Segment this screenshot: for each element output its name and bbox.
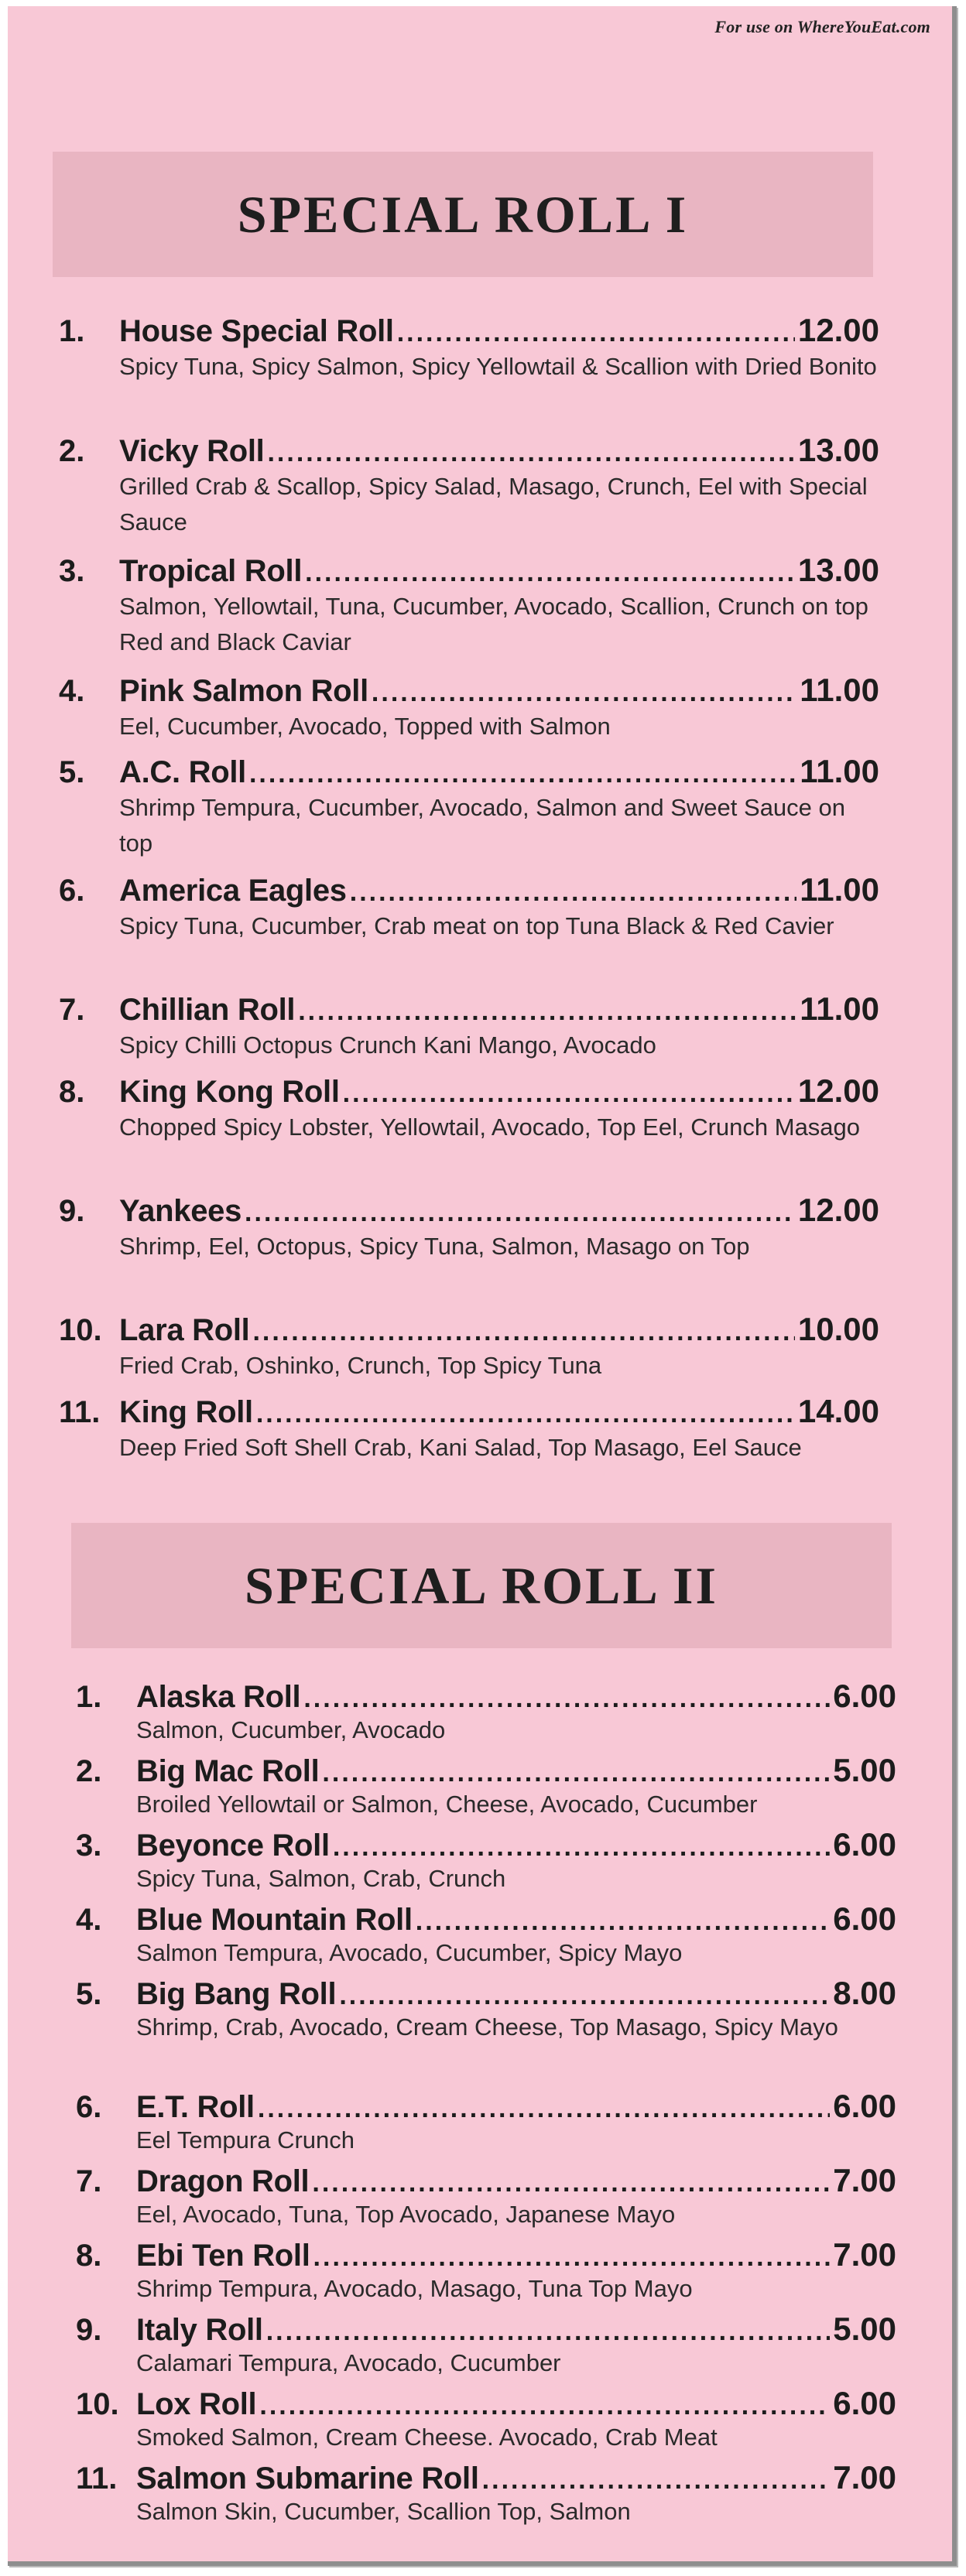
item-name: Tropical Roll	[119, 554, 303, 588]
menu-item	[59, 1311, 879, 1384]
item-price: 13.00	[797, 432, 879, 468]
item-name: Dragon Roll	[136, 2164, 310, 2198]
menu-item-row	[76, 2385, 896, 2422]
item-name: King Kong Roll	[119, 1075, 340, 1109]
menu-item-row	[76, 2311, 896, 2348]
item-price: 10.00	[797, 1311, 879, 1347]
menu-item-row	[59, 312, 879, 349]
dot-leader	[298, 997, 796, 1027]
item-price: 7.00	[833, 2162, 896, 2198]
dot-leader	[416, 1907, 830, 1937]
item-description: Spicy Tuna, Salmon, Crab, Crunch	[136, 1865, 506, 1892]
item-name: E.T. Roll	[136, 2090, 255, 2124]
dot-leader	[266, 2317, 831, 2347]
menu-item-row	[76, 1975, 896, 2012]
dot-leader	[482, 2465, 831, 2496]
item-name: Italy Roll	[136, 2313, 263, 2347]
dot-leader	[313, 2242, 831, 2273]
menu-item-row	[59, 990, 879, 1028]
item-description: Spicy Chilli Octopus Crunch Kani Mango, Avocado	[119, 1031, 656, 1059]
menu-item	[76, 2459, 896, 2527]
menu-item	[76, 2088, 896, 2156]
item-number: 7.	[76, 2164, 102, 2198]
menu-item	[76, 1752, 896, 1820]
menu-item-row	[59, 432, 879, 469]
item-price: 12.00	[797, 312, 879, 348]
item-description: Salmon, Cucumber, Avocado	[136, 1716, 446, 1743]
menu-item	[59, 753, 879, 861]
section-title: SPECIAL ROLL II	[245, 1555, 718, 1615]
watermark: For use on WhereYouEat.com	[714, 17, 930, 36]
item-price: 6.00	[833, 1826, 896, 1863]
dot-leader	[322, 1758, 830, 1788]
dot-leader	[256, 1399, 795, 1429]
item-name: Lara Roll	[119, 1313, 250, 1347]
dot-leader	[343, 1079, 795, 1109]
item-name: Blue Mountain Roll	[136, 1903, 413, 1937]
item-price: 11.00	[800, 672, 879, 708]
item-price: 12.00	[797, 1072, 879, 1109]
dot-leader	[339, 1981, 830, 2011]
dot-leader	[350, 877, 796, 908]
menu-page	[8, 6, 957, 2566]
item-name: Big Bang Roll	[136, 1977, 337, 2011]
item-description: Smoked Salmon, Cream Cheese. Avocado, Crab Meat	[136, 2424, 718, 2451]
item-number: 11.	[76, 2461, 118, 2496]
item-name: Alaska Roll	[136, 1680, 301, 1714]
item-description: Eel, Cucumber, Avocado, Topped with Salmon	[119, 713, 611, 740]
menu-item	[59, 990, 879, 1063]
item-number: 2.	[76, 1754, 102, 1788]
menu-item-row	[76, 1826, 896, 1863]
item-number: 1.	[76, 1680, 102, 1714]
dot-leader	[267, 438, 794, 468]
dot-leader	[249, 759, 796, 789]
item-number: 7.	[59, 993, 85, 1027]
menu-item-row	[59, 1192, 879, 1229]
menu-item	[59, 1393, 879, 1466]
dot-leader	[303, 1684, 830, 1714]
menu-item-row	[59, 552, 879, 589]
item-number: 2.	[59, 434, 85, 468]
menu-item-row	[76, 2162, 896, 2199]
dot-leader	[245, 1198, 795, 1228]
dot-leader	[372, 678, 796, 708]
item-description: Salmon Tempura, Avocado, Cucumber, Spicy Mayo	[136, 1939, 683, 1966]
item-description: Shrimp, Eel, Octopus, Spicy Tuna, Salmon, Masago on Top	[119, 1233, 750, 1260]
item-number: 1.	[59, 314, 85, 348]
item-number: 5.	[76, 1977, 102, 2011]
item-name: A.C. Roll	[119, 755, 246, 789]
menu-item-row	[76, 1900, 896, 1938]
menu-item	[59, 871, 879, 944]
item-name: Vicky Roll	[119, 434, 265, 468]
menu-item	[59, 312, 879, 385]
item-price: 12.00	[797, 1192, 879, 1228]
item-price: 11.00	[800, 871, 879, 908]
menu-item-row	[59, 1072, 879, 1110]
item-number: 6.	[76, 2090, 102, 2124]
dot-leader	[333, 1832, 830, 1863]
item-number: 4.	[59, 674, 85, 708]
item-price: 11.00	[800, 990, 879, 1027]
menu-item-row	[76, 2236, 896, 2273]
menu-item	[76, 2162, 896, 2230]
item-price: 6.00	[833, 2385, 896, 2421]
item-number: 6.	[59, 874, 85, 908]
item-description: Salmon Skin, Cucumber, Scallion Top, Salmon	[136, 2498, 631, 2525]
item-number: 9.	[59, 1194, 85, 1228]
item-name: Salmon Submarine Roll	[136, 2461, 479, 2496]
menu-item	[59, 1192, 879, 1264]
item-price: 7.00	[833, 2236, 896, 2273]
section-title: SPECIAL ROLL I	[237, 184, 689, 244]
item-number: 3.	[59, 554, 85, 588]
item-name: Lox Roll	[136, 2387, 257, 2421]
menu-item	[76, 2311, 896, 2379]
item-description: Chopped Spicy Lobster, Yellowtail, Avocado, Top Eel, Crunch Masago	[119, 1114, 861, 1141]
dot-leader	[259, 2391, 830, 2421]
item-number: 10.	[59, 1313, 102, 1347]
menu-item	[59, 432, 879, 540]
item-number: 9.	[76, 2313, 102, 2347]
item-name: Big Mac Roll	[136, 1754, 320, 1788]
item-description: Eel, Avocado, Tuna, Top Avocado, Japanese Mayo	[136, 2201, 676, 2228]
item-price: 8.00	[833, 1975, 896, 2011]
item-price: 6.00	[833, 2088, 896, 2124]
dot-leader	[312, 2168, 830, 2198]
menu-item	[76, 1678, 896, 1746]
item-price: 6.00	[833, 1678, 896, 1714]
item-description: Spicy Tuna, Cucumber, Crab meat on top Tuna Black & Red Cavier	[119, 912, 834, 939]
item-description: Shrimp Tempura, Cucumber, Avocado, Salmon and Sweet Sauce on top	[119, 794, 846, 857]
item-name: Chillian Roll	[119, 993, 296, 1027]
item-description: Grilled Crab & Scallop, Spicy Salad, Masago, Crunch, Eel with Special Sauce	[119, 473, 868, 535]
menu-item	[76, 2385, 896, 2453]
item-price: 13.00	[797, 552, 879, 588]
item-price: 7.00	[833, 2459, 896, 2496]
item-number: 8.	[76, 2239, 102, 2273]
menu-item	[76, 1900, 896, 1969]
item-name: Beyonce Roll	[136, 1829, 330, 1863]
section-header-special-roll-2	[71, 1523, 892, 1648]
menu-item-row	[76, 1678, 896, 1715]
menu-item-row	[59, 871, 879, 908]
item-name: King Roll	[119, 1395, 253, 1429]
item-description: Eel Tempura Crunch	[136, 2126, 355, 2154]
item-price: 6.00	[833, 1900, 896, 1937]
item-name: Pink Salmon Roll	[119, 674, 368, 708]
menu-item-row	[59, 1311, 879, 1348]
item-description: Calamari Tempura, Avocado, Cucumber	[136, 2349, 561, 2376]
item-name: America Eagles	[119, 874, 347, 908]
item-number: 4.	[76, 1903, 102, 1937]
item-description: Broiled Yellowtail or Salmon, Cheese, Avocado, Cucumber	[136, 1791, 758, 1818]
menu-item	[59, 1072, 879, 1145]
item-price: 5.00	[833, 1752, 896, 1788]
item-name: Ebi Ten Roll	[136, 2239, 310, 2273]
item-price: 14.00	[797, 1393, 879, 1429]
item-description: Shrimp Tempura, Avocado, Masago, Tuna Top Mayo	[136, 2275, 693, 2302]
menu-item-row	[59, 672, 879, 709]
dot-leader	[258, 2094, 830, 2124]
item-number: 11.	[59, 1395, 101, 1429]
item-description: Shrimp, Crab, Avocado, Cream Cheese, Top Masago, Spicy Mayo	[136, 2013, 838, 2041]
item-description: Spicy Tuna, Spicy Salmon, Spicy Yellowtail & Scallion with Dried Bonito	[119, 353, 877, 380]
item-number: 10.	[76, 2387, 119, 2421]
item-price: 5.00	[833, 2311, 896, 2347]
menu-item	[76, 1826, 896, 1894]
item-number: 8.	[59, 1075, 85, 1109]
item-description: Deep Fried Soft Shell Crab, Kani Salad, Top Masago, Eel Sauce	[119, 1434, 802, 1461]
menu-item	[76, 2236, 896, 2304]
menu-item	[76, 1975, 896, 2043]
menu-item-row	[59, 1393, 879, 1430]
menu-item-row	[76, 2459, 896, 2496]
item-price: 11.00	[800, 753, 879, 789]
dot-leader	[305, 558, 795, 588]
section-header-special-roll-1	[53, 152, 873, 277]
item-name: Yankees	[119, 1194, 242, 1228]
menu-item	[59, 552, 879, 660]
item-number: 3.	[76, 1829, 102, 1863]
menu-item-row	[59, 753, 879, 790]
menu-item-row	[76, 2088, 896, 2125]
menu-item	[59, 672, 879, 744]
item-name: House Special Roll	[119, 314, 394, 348]
item-description: Fried Crab, Oshinko, Crunch, Top Spicy Tuna	[119, 1352, 602, 1379]
dot-leader	[397, 318, 795, 348]
item-number: 5.	[59, 755, 85, 789]
item-description: Salmon, Yellowtail, Tuna, Cucumber, Avocado, Scallion, Crunch on top Red and Black Caviar	[119, 593, 868, 655]
menu-item-row	[76, 1752, 896, 1789]
dot-leader	[252, 1317, 794, 1347]
